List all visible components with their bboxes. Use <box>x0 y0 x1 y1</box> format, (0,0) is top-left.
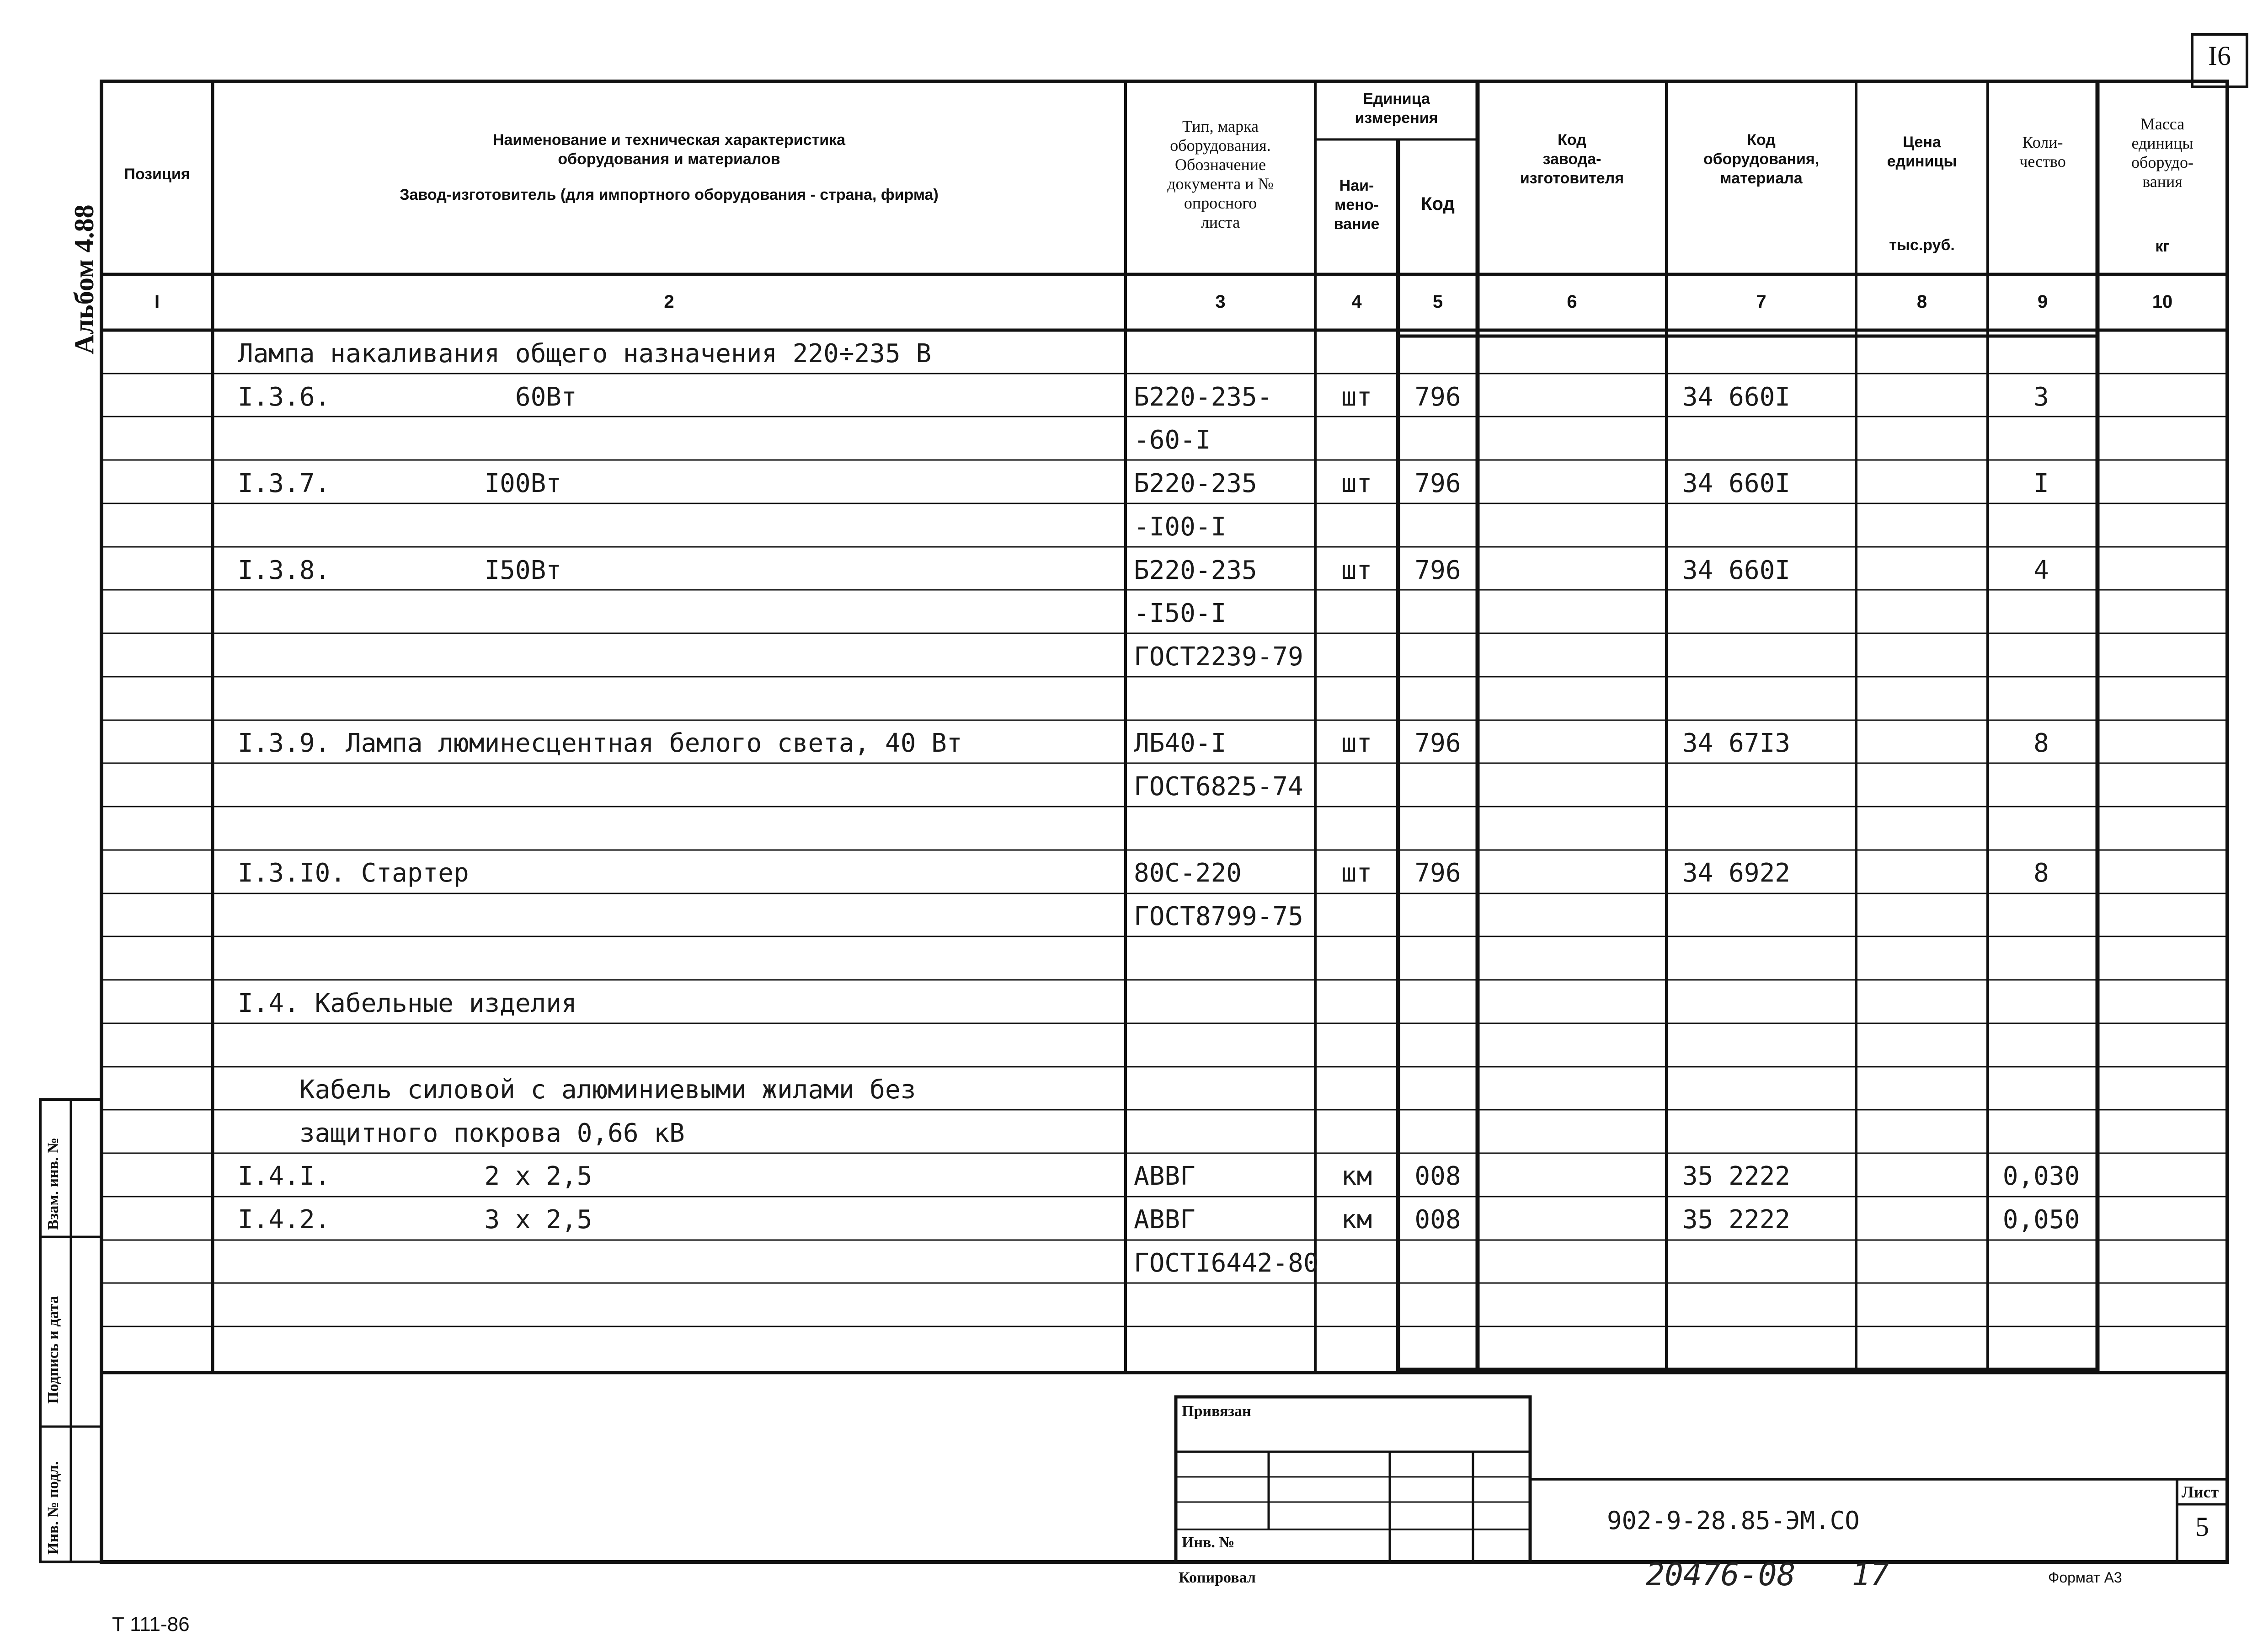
row-type-mark: АВВГ <box>1134 1161 1195 1192</box>
header-mass-unit: кг <box>2155 238 2170 255</box>
header-equipment-line3: материала <box>1720 170 1803 187</box>
column-number-1: I <box>154 292 160 312</box>
document-code: 902-9-28.85-ЭМ.СО <box>1607 1506 1860 1535</box>
header-equipment-line2: оборудования, <box>1703 150 1820 168</box>
header-type-line2: оборудования. <box>1170 136 1271 155</box>
column-number-3: 3 <box>1215 292 1226 312</box>
header-price-unit: тыс.руб. <box>1889 236 1955 254</box>
header-mass <box>2097 114 2227 191</box>
header-mass-line1: Масса <box>2140 115 2185 133</box>
header-quantity-line1: Коли- <box>2022 133 2063 151</box>
header-quantity-line2: чество <box>2019 152 2066 171</box>
row-quantity: 8 <box>2033 858 2049 888</box>
row-unit-code: 796 <box>1414 728 1461 759</box>
handwritten-number: 20476-08 17 <box>1646 1557 1889 1593</box>
header-name-line1: Наименование и техническая характеристика <box>492 131 846 149</box>
row-unit-code: 796 <box>1414 469 1461 499</box>
album-label: Альбом 4.88 <box>69 204 99 354</box>
row-quantity: 0,030 <box>2002 1161 2080 1192</box>
header-name-line2: оборудования и материалов <box>558 150 780 168</box>
header-type-line3: Обозначение <box>1175 155 1266 174</box>
row-unit-name: км <box>1341 1205 1372 1235</box>
row-equipment-code: 34 6922 <box>1682 858 1791 888</box>
row-name: I.4.2. 3 x 2,5 <box>238 1205 592 1235</box>
row-unit-code: 796 <box>1414 858 1461 888</box>
sheet-number: 5 <box>2195 1512 2209 1542</box>
header-unit-line1: Единица <box>1363 90 1430 107</box>
format-label: Формат А3 <box>2048 1569 2122 1586</box>
sheet-label: Лист <box>2182 1483 2219 1501</box>
row-type-mark: ГОСТ8799-75 <box>1134 902 1303 932</box>
header-plant-line2: завода- <box>1542 150 1601 168</box>
header-price <box>1856 133 1988 171</box>
stamp-inv-podl: Инв. № подл. <box>45 1461 62 1555</box>
row-type-mark: -I50-I <box>1134 599 1227 629</box>
header-mass-line3: оборудо- <box>2131 153 2193 171</box>
header-name <box>213 130 1126 204</box>
header-unit-line2: измерения <box>1355 109 1438 127</box>
header-mass-line4: вания <box>2142 172 2183 191</box>
header-type-mark <box>1126 117 1315 232</box>
header-equipment-code <box>1666 130 1856 188</box>
page-number: I6 <box>2208 41 2231 71</box>
header-price-line2: единицы <box>1887 153 1957 170</box>
row-quantity: 3 <box>2033 382 2049 412</box>
header-plant-code <box>1478 130 1666 188</box>
header-unit-name-line3: вание <box>1334 215 1380 233</box>
column-number-8: 8 <box>1916 292 1927 312</box>
row-quantity: 4 <box>2033 555 2049 585</box>
row-equipment-code: 34 660I <box>1682 469 1791 499</box>
row-name: I.4. Кабельные изделия <box>238 988 577 1018</box>
header-price-line1: Цена <box>1903 134 1941 151</box>
row-type-mark: ГОСТ6825-74 <box>1134 772 1303 802</box>
column-number-5: 5 <box>1432 292 1443 312</box>
row-type-mark: Б220-235 <box>1134 555 1257 585</box>
column-number-7: 7 <box>1756 292 1766 312</box>
stamp-privyazan: Привязан <box>1182 1403 1251 1420</box>
row-name: Лампа накаливания общего назначения 220÷235 В <box>238 339 932 369</box>
header-plant-line3: изготовителя <box>1520 170 1624 187</box>
row-unit-code: 008 <box>1414 1161 1461 1192</box>
row-name: I.3.8. I50Вт <box>238 555 562 585</box>
row-unit-name: шт <box>1341 469 1372 499</box>
row-type-mark: ГОСТ2239-79 <box>1134 642 1303 672</box>
row-unit-code: 796 <box>1414 555 1461 585</box>
row-equipment-code: 34 660I <box>1682 555 1791 585</box>
row-quantity: 0,050 <box>2002 1205 2080 1235</box>
row-unit-name: шт <box>1341 858 1372 888</box>
row-type-mark: ЛБ40-I <box>1134 728 1227 759</box>
stamp-inv-no: Инв. № <box>1182 1534 1235 1551</box>
row-type-mark: -60-I <box>1134 425 1211 455</box>
column-number-10: 10 <box>2152 292 2173 312</box>
header-quantity <box>1988 133 2097 171</box>
row-type-mark: Б220-235- <box>1134 382 1273 412</box>
row-type-mark: АВВГ <box>1134 1205 1195 1235</box>
row-type-mark: Б220-235 <box>1134 469 1257 499</box>
column-number-6: 6 <box>1567 292 1577 312</box>
header-name-line3: Завод-изготовитель (для импортного оборудования - страна, фирма) <box>400 186 939 203</box>
row-unit-name: шт <box>1341 728 1372 759</box>
row-equipment-code: 34 67I3 <box>1682 728 1791 759</box>
row-name: I.3.I0. Стартер <box>238 858 469 888</box>
header-unit-name-line1: Наи- <box>1339 177 1374 194</box>
header-type-line1: Тип, марка <box>1182 117 1259 135</box>
row-name: защитного покрова 0,66 кВ <box>238 1118 685 1148</box>
row-unit-code: 796 <box>1414 382 1461 412</box>
column-number-2: 2 <box>664 292 674 312</box>
header-plant-line1: Код <box>1558 131 1586 149</box>
header-unit-group <box>1315 89 1478 128</box>
row-type-mark: ГОСТI6442-80 <box>1134 1248 1319 1278</box>
header-unit-name <box>1315 176 1398 234</box>
header-position: Позиция <box>124 166 190 183</box>
row-unit-code: 008 <box>1414 1205 1461 1235</box>
row-name: I.4.I. 2 x 2,5 <box>238 1161 592 1192</box>
header-type-line6: листа <box>1201 213 1240 231</box>
row-equipment-code: 35 2222 <box>1682 1205 1791 1235</box>
row-unit-name: км <box>1341 1161 1372 1192</box>
row-equipment-code: 34 660I <box>1682 382 1791 412</box>
header-unit-code: Код <box>1421 194 1455 214</box>
header-equipment-line1: Код <box>1747 131 1776 149</box>
row-quantity: I <box>2033 469 2049 499</box>
row-name: Кабель силовой с алюминиевыми жилами без <box>238 1075 916 1105</box>
row-quantity: 8 <box>2033 728 2049 759</box>
row-name: I.3.7. I00Вт <box>238 469 562 499</box>
row-equipment-code: 35 2222 <box>1682 1161 1791 1192</box>
row-name: I.3.6. 60Вт <box>238 382 577 412</box>
stamp-vzam-inv: Взам. инв. № <box>45 1137 62 1230</box>
stamp-podpis-data: Подпись и дата <box>45 1296 62 1404</box>
header-type-line5: опросного <box>1184 194 1257 212</box>
row-type-mark: 80С-220 <box>1134 858 1242 888</box>
column-number-9: 9 <box>2037 292 2048 312</box>
form-code: Т 111-86 <box>112 1613 190 1636</box>
row-name: I.3.9. Лампа люминесцентная белого света, 40 Вт <box>238 728 962 759</box>
header-mass-line2: единицы <box>2131 134 2193 152</box>
column-number-4: 4 <box>1351 292 1362 312</box>
row-type-mark: -I00-I <box>1134 512 1227 542</box>
header-type-line4: документа и № <box>1167 175 1274 193</box>
row-unit-name: шт <box>1341 555 1372 585</box>
header-unit-name-line2: мено- <box>1334 196 1379 214</box>
kopiroval-label: Копировал <box>1179 1569 1256 1586</box>
row-unit-name: шт <box>1341 382 1372 412</box>
